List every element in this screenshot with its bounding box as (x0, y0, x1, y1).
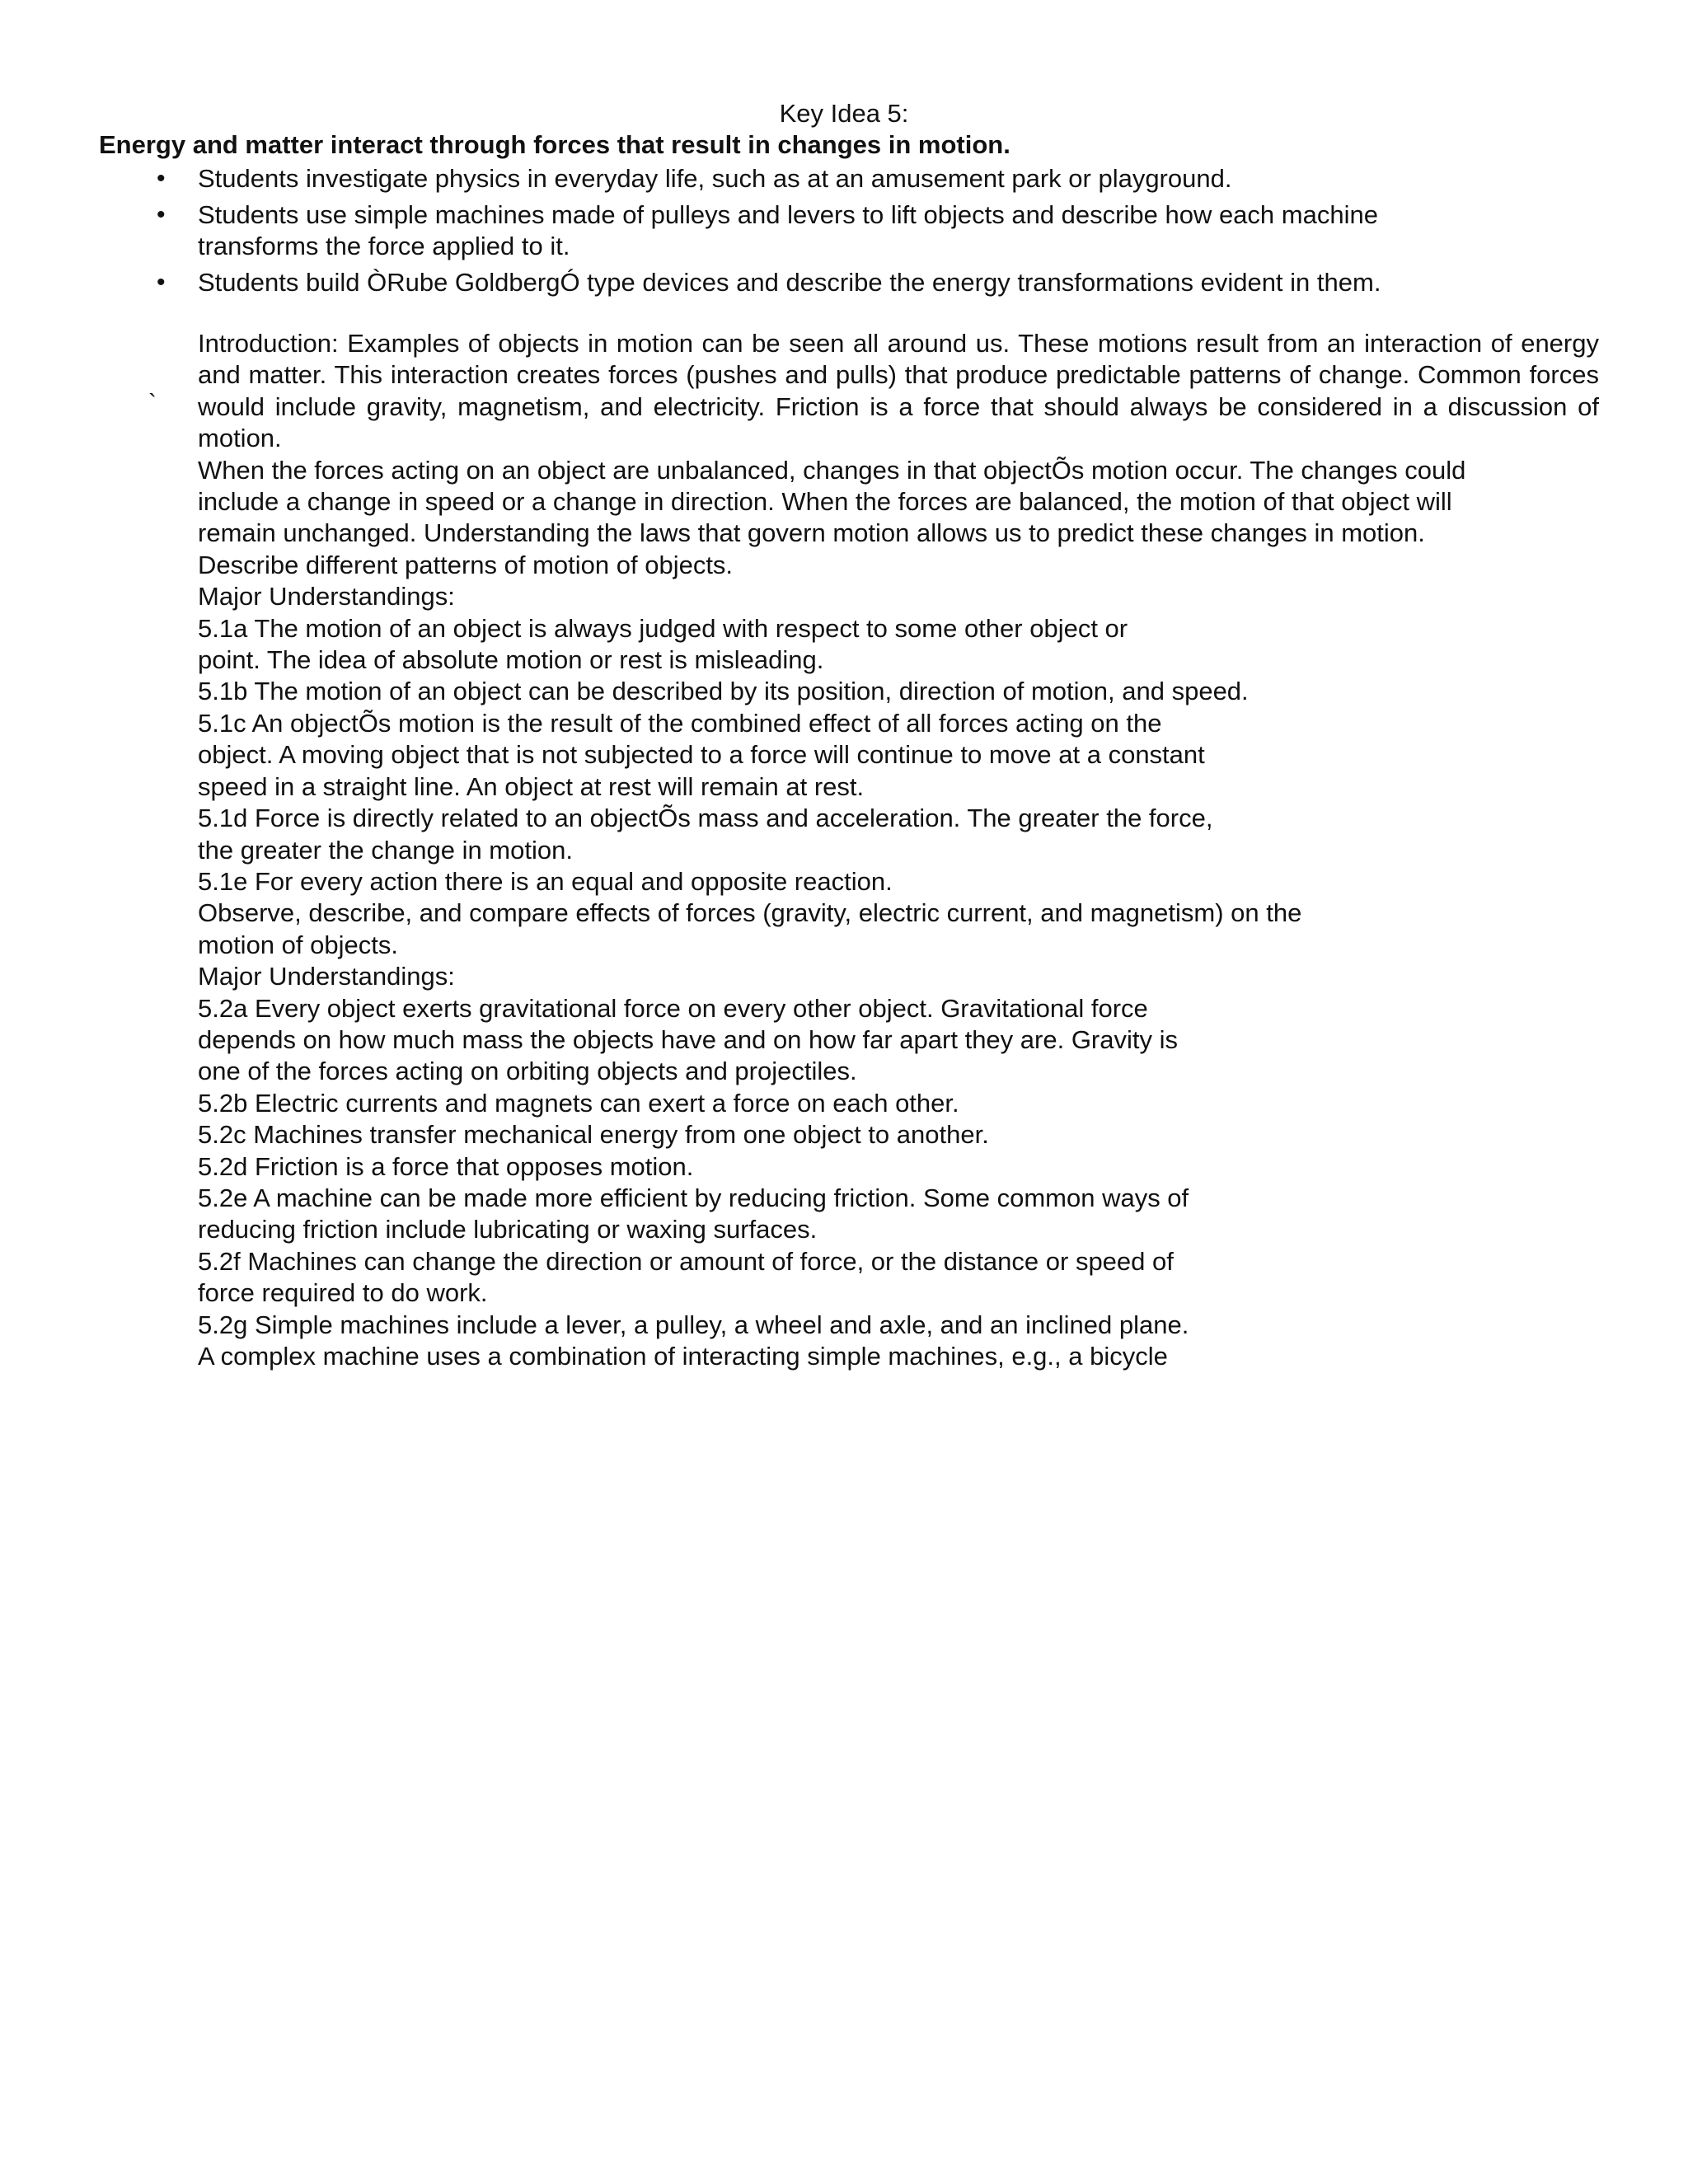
text-line: 5.2c Machines transfer mechanical energy from one object to another. (198, 1120, 989, 1150)
page-title: Key Idea 5: (779, 99, 909, 128)
text-line: the greater the change in motion. (198, 835, 573, 865)
text-line: 5.2e A machine can be made more efficient by reducing friction. Some common ways of (198, 1183, 1189, 1212)
text-line: Describe different patterns of motion of objects. (198, 550, 734, 579)
text-line: A complex machine uses a combination of interacting simple machines, e.g., a bicycle (198, 1342, 1168, 1371)
bullet-item (157, 199, 1599, 262)
bullet-item (157, 163, 1599, 194)
intro-paragraph: Introduction: Examples of objects in motion can be seen all around us. These motions result from an interaction of energy and matter. This interaction creates forces (pushes and pulls) that produce predictable patterns of change. Common forces would include gravity, magnetism, and electricity. Friction is a force that should always be considered in a discussion of motion. (198, 329, 1599, 453)
bullet-icon: • (157, 269, 166, 296)
text-line: force required to do work. (198, 1278, 488, 1308)
bullet-icon: • (157, 165, 166, 192)
text-line: 5.2b Electric currents and magnets can exert a force on each other. (198, 1088, 959, 1118)
text-line: When the forces acting on an object are unbalanced, changes in that objectÕs motion occur. The changes could (198, 455, 1466, 485)
text-line: speed in a straight line. An object at rest will remain at rest. (198, 771, 865, 801)
key-idea-heading: Energy and matter interact through forces that result in changes in motion. (99, 130, 1010, 159)
text-line: 5.2g Simple machines include a lever, a pulley, a wheel and axle, and an inclined plane. (198, 1310, 1189, 1339)
text-line: one of the forces acting on orbiting objects and projectiles. (198, 1057, 857, 1086)
text-line: Major Understandings: (198, 962, 455, 991)
text-line: 5.2d Friction is a force that opposes motion. (198, 1151, 694, 1181)
bullet-text: Students build ÒRube GoldbergÓ type devices and describe the energy transformations evident in them. (198, 268, 1381, 297)
text-line: Major Understandings: (198, 582, 455, 612)
understandings-block (198, 455, 1599, 1373)
text-line: 5.1c An objectÕs motion is the result of the combined effect of all forces acting on the (198, 708, 1162, 738)
bullet-icon: • (157, 201, 166, 228)
bullet-item (157, 267, 1599, 298)
text-line: depends on how much mass the objects have and on how far apart they are. Gravity is (198, 1024, 1178, 1054)
body-text (198, 328, 1599, 1372)
text-line: object. A moving object that is not subjected to a force will continue to move at a constant (198, 740, 1205, 770)
bullet-list (157, 163, 1599, 303)
text-line: 5.1e For every action there is an equal and opposite reaction. (198, 866, 893, 896)
text-line: 5.1a The motion of an object is always judged with respect to some other object or (198, 613, 1128, 643)
text-line: 5.1b The motion of an object can be described by its position, direction of motion, and speed. (198, 677, 1249, 706)
text-line: include a change in speed or a change in direction. When the forces are balanced, the motion of that object will (198, 487, 1452, 517)
bullet-text: Students use simple machines made of pulleys and levers to lift objects and describe how each machine transforms the force applied to it. (198, 200, 1378, 260)
text-line: 5.2a Every object exerts gravitational force on every other object. Gravitational force (198, 993, 1148, 1023)
text-line: point. The idea of absolute motion or rest is misleading. (198, 645, 824, 675)
stray-mark: ` (148, 390, 157, 417)
text-line: 5.2f Machines can change the direction or amount of force, or the distance or speed of (198, 1246, 1174, 1276)
text-line: 5.1d Force is directly related to an objectÕs mass and acceleration. The greater the force, (198, 804, 1213, 833)
bullet-text: Students investigate physics in everyday life, such as at an amusement park or playground. (198, 164, 1232, 193)
text-line: motion of objects. (198, 930, 398, 959)
text-line: remain unchanged. Understanding the laws that govern motion allows us to predict these changes in motion. (198, 518, 1425, 548)
text-line: Observe, describe, and compare effects of forces (gravity, electric current, and magnetism) on the (198, 898, 1302, 928)
text-line: reducing friction include lubricating or waxing surfaces. (198, 1215, 818, 1244)
